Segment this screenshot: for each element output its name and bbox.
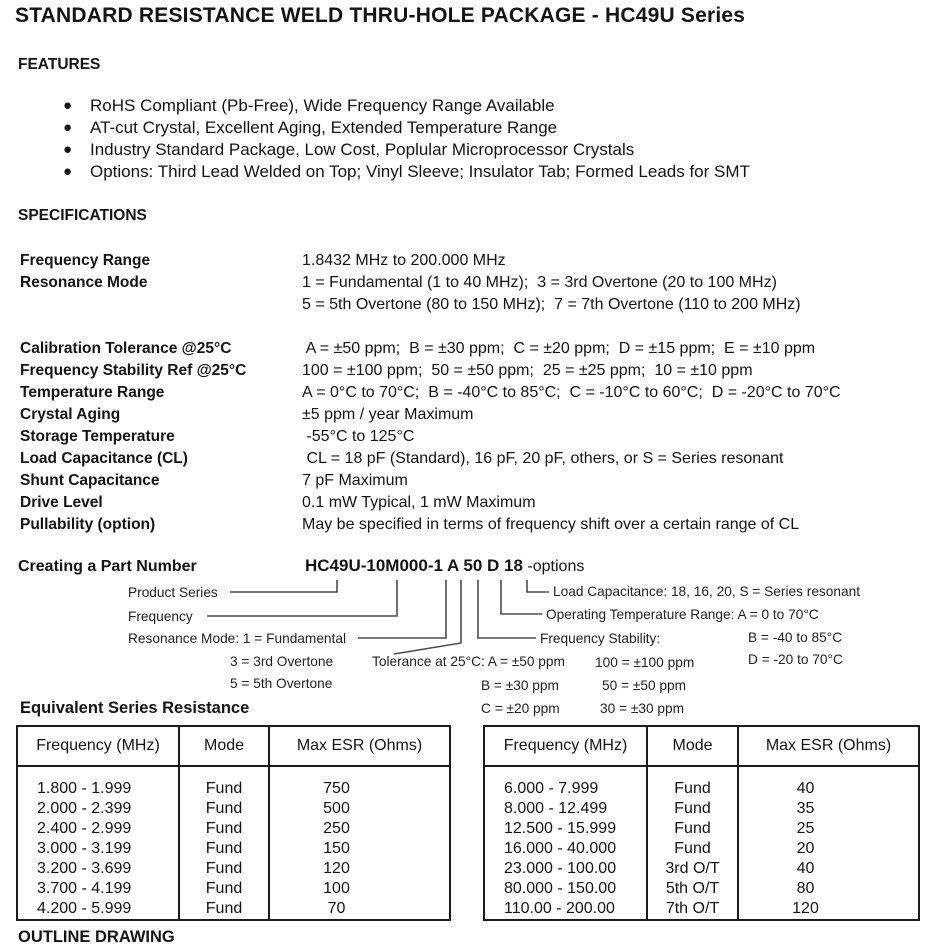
pn-label-operating-temp-b: B = -40 to 85°C [748, 630, 843, 645]
spec-label: Frequency Stability Ref @25°C [20, 362, 247, 379]
pn-label-stability-100: 100 = ±100 ppm [595, 655, 695, 670]
spec-label: Shunt Capacitance [20, 472, 160, 489]
esr-cell-frequency: 12.500 - 15.999 [484, 819, 647, 839]
esr-cell-max-esr: 20 [738, 839, 919, 859]
specifications-list [20, 250, 940, 536]
esr-cell-max-esr: 250 [269, 819, 450, 839]
esr-cell-frequency: 1.800 - 1.999 [17, 779, 179, 799]
pn-label-operating-temp: Operating Temperature Range: A = 0 to 70°C [546, 607, 819, 622]
spec-label: Frequency Range [20, 252, 151, 269]
pn-label-resonance-mode: Resonance Mode: 1 = Fundamental [128, 631, 346, 646]
spec-value: 100 = ±100 ppm; 50 = ±50 ppm; 25 = ±25 ppm; 10 = ±10 ppm [302, 362, 753, 379]
esr-col-frequency: Frequency (MHz) [17, 726, 179, 766]
spec-label: Resonance Mode [20, 274, 148, 291]
list-item [63, 95, 923, 117]
esr-cell-frequency: 2.000 - 2.399 [17, 799, 179, 819]
spec-row [20, 338, 940, 360]
table-row [484, 879, 919, 899]
esr-header-row [17, 726, 450, 766]
esr-cell-frequency: 3.200 - 3.699 [17, 859, 179, 879]
feature-text: AT-cut Crystal, Excellent Aging, Extended Temperature Range [90, 118, 558, 137]
esr-table-left [16, 725, 451, 921]
table-row [484, 859, 919, 879]
list-item [63, 117, 923, 139]
esr-cell-frequency: 3.000 - 3.199 [17, 839, 179, 859]
connector-line [230, 580, 337, 592]
connector-line [527, 580, 549, 592]
pn-label-frequency: Frequency [128, 609, 193, 624]
spec-value: CL = 18 pF (Standard), 16 pF, 20 pF, others, or S = Series resonant [302, 450, 784, 467]
table-row [17, 799, 450, 819]
table-row [484, 779, 919, 799]
esr-cell-max-esr: 100 [269, 879, 450, 899]
esr-spacer-row [484, 766, 919, 779]
pn-label-stability-50: 50 = ±50 ppm [602, 678, 686, 693]
esr-cell-max-esr: 120 [738, 899, 919, 920]
esr-cell-mode: Fund [179, 839, 269, 859]
connector-line [358, 580, 446, 638]
esr-cell-mode: 5th O/T [647, 879, 738, 899]
spec-row [20, 404, 940, 426]
esr-cell-frequency: 3.700 - 4.199 [17, 879, 179, 899]
table-row [484, 839, 919, 859]
esr-cell-mode: Fund [647, 819, 738, 839]
esr-cell-mode: Fund [179, 879, 269, 899]
bullet-icon: ● [63, 141, 73, 158]
table-row [484, 799, 919, 819]
table-row [17, 879, 450, 899]
pn-label-tolerance-b: B = ±30 ppm [481, 678, 559, 693]
esr-cell-mode: Fund [179, 899, 269, 920]
spec-label [20, 294, 302, 316]
features-list [63, 95, 923, 183]
spec-row [20, 492, 940, 514]
part-number-example [305, 556, 584, 576]
spec-label: Calibration Tolerance @25°C [20, 340, 232, 357]
feature-text: Industry Standard Package, Low Cost, Poplular Microprocessor Crystals [90, 140, 635, 159]
esr-cell-max-esr: 35 [738, 799, 919, 819]
esr-cell-frequency: 4.200 - 5.999 [17, 899, 179, 920]
table-row [484, 899, 919, 920]
pn-label-tolerance-c: C = ±20 ppm [481, 701, 560, 716]
table-row [17, 859, 450, 879]
spec-row [20, 426, 940, 448]
spec-row [20, 316, 940, 338]
spec-label: Storage Temperature [20, 428, 175, 445]
spec-value: 5 = 5th Overtone (80 to 150 MHz); 7 = 7th Overtone (110 to 200 MHz) [302, 296, 801, 313]
esr-header-row [484, 726, 919, 766]
spec-row [20, 514, 940, 536]
esr-cell-frequency: 80.000 - 150.00 [484, 879, 647, 899]
pn-label-load-capacitance: Load Capacitance: 18, 16, 20, S = Series resonant [553, 584, 861, 599]
esr-cell-frequency: 23.000 - 100.00 [484, 859, 647, 879]
features-heading: FEATURES [18, 56, 101, 73]
esr-col-frequency: Frequency (MHz) [484, 726, 647, 766]
bullet-icon: ● [63, 97, 73, 114]
part-number-options-suffix: -options [522, 558, 585, 575]
esr-cell-mode: Fund [179, 859, 269, 879]
connector-line [394, 580, 461, 654]
spec-value: A = ±50 ppm; B = ±30 ppm; C = ±20 ppm; D = ±15 ppm; E = ±10 ppm [302, 340, 816, 357]
spec-row [20, 294, 940, 316]
list-item [63, 139, 923, 161]
esr-cell-mode: Fund [647, 779, 738, 799]
spec-label: Drive Level [20, 494, 103, 511]
esr-cell-mode: Fund [647, 839, 738, 859]
spec-label: Temperature Range [20, 384, 165, 401]
pn-label-frequency-stability: Frequency Stability: [540, 631, 661, 646]
esr-cell-frequency: 16.000 - 40.000 [484, 839, 647, 859]
part-number-heading: Creating a Part Number [18, 558, 197, 575]
table-row [484, 819, 919, 839]
esr-cell-mode: 3rd O/T [647, 859, 738, 879]
table-row [17, 839, 450, 859]
esr-cell-frequency: 110.00 - 200.00 [484, 899, 647, 920]
table-row [17, 819, 450, 839]
esr-cell-max-esr: 150 [269, 839, 450, 859]
esr-cell-mode: Fund [179, 819, 269, 839]
spec-value: 7 pF Maximum [302, 472, 408, 489]
spec-row [20, 470, 940, 492]
esr-table-right [483, 725, 920, 921]
pn-label-operating-temp-d: D = -20 to 70°C [748, 652, 843, 667]
esr-col-mode: Mode [647, 726, 738, 766]
esr-cell-frequency: 2.400 - 2.999 [17, 819, 179, 839]
esr-cell-max-esr: 40 [738, 779, 919, 799]
spec-label: Crystal Aging [20, 406, 121, 423]
spec-value: 0.1 mW Typical, 1 mW Maximum [302, 494, 536, 511]
pn-label-tolerance: Tolerance at 25°C: A = ±50 ppm [372, 654, 565, 669]
feature-text: RoHS Compliant (Pb-Free), Wide Frequency Range Available [90, 96, 555, 115]
esr-cell-max-esr: 80 [738, 879, 919, 899]
spec-row [20, 360, 940, 382]
spec-label: Load Capacitance (CL) [20, 450, 188, 467]
bullet-icon: ● [63, 163, 73, 180]
esr-cell-mode: 7th O/T [647, 899, 738, 920]
connector-line [207, 580, 397, 616]
esr-cell-max-esr: 120 [269, 859, 450, 879]
list-item [63, 161, 923, 183]
spec-row [20, 448, 940, 470]
esr-cell-frequency: 6.000 - 7.999 [484, 779, 647, 799]
esr-cell-max-esr: 40 [738, 859, 919, 879]
pn-label-stability-30: 30 = ±30 ppm [600, 701, 684, 716]
esr-heading: Equivalent Series Resistance [20, 699, 250, 717]
spec-value: A = 0°C to 70°C; B = -40°C to 85°C; C = -10°C to 60°C; D = -20°C to 70°C [302, 384, 841, 401]
table-row [17, 779, 450, 799]
esr-cell-max-esr: 70 [269, 899, 450, 920]
esr-spacer-row [17, 766, 450, 779]
esr-cell-max-esr: 500 [269, 799, 450, 819]
pn-label-resonance-5th: 5 = 5th Overtone [230, 676, 333, 691]
spec-value: -55°C to 125°C [302, 428, 415, 445]
spec-row [20, 382, 940, 404]
esr-cell-max-esr: 750 [269, 779, 450, 799]
connector-line [478, 580, 536, 638]
spec-value: May be specified in terms of frequency shift over a certain range of CL [302, 516, 800, 533]
feature-text: Options: Third Lead Welded on Top; Vinyl Sleeve; Insulator Tab; Formed Leads for SMT [90, 162, 750, 181]
bullet-icon: ● [63, 119, 73, 136]
specifications-heading: SPECIFICATIONS [18, 207, 147, 224]
pn-label-product-series: Product Series [128, 585, 218, 600]
connector-line [501, 580, 542, 614]
outline-drawing-heading: OUTLINE DRAWING [18, 928, 175, 946]
esr-cell-mode: Fund [179, 779, 269, 799]
spec-value: 1.8432 MHz to 200.000 MHz [302, 252, 506, 269]
spec-label [20, 316, 302, 338]
spec-row [20, 250, 940, 272]
table-row [17, 899, 450, 920]
esr-cell-frequency: 8.000 - 12.499 [484, 799, 647, 819]
spec-value: 1 = Fundamental (1 to 40 MHz); 3 = 3rd Overtone (20 to 100 MHz) [302, 274, 777, 291]
spec-value: ±5 ppm / year Maximum [302, 406, 474, 423]
esr-col-max-esr: Max ESR (Ohms) [738, 726, 919, 766]
esr-cell-max-esr: 25 [738, 819, 919, 839]
spec-label: Pullability (option) [20, 516, 156, 533]
page-title: STANDARD RESISTANCE WELD THRU-HOLE PACKAGE - HC49U Series [15, 4, 746, 27]
esr-cell-mode: Fund [179, 799, 269, 819]
part-number-code: HC49U-10M000-1 A 50 D 18 [305, 556, 523, 575]
esr-cell-mode: Fund [647, 799, 738, 819]
pn-label-resonance-3rd: 3 = 3rd Overtone [230, 654, 334, 669]
spec-row [20, 272, 940, 294]
esr-col-max-esr: Max ESR (Ohms) [269, 726, 450, 766]
esr-col-mode: Mode [179, 726, 269, 766]
